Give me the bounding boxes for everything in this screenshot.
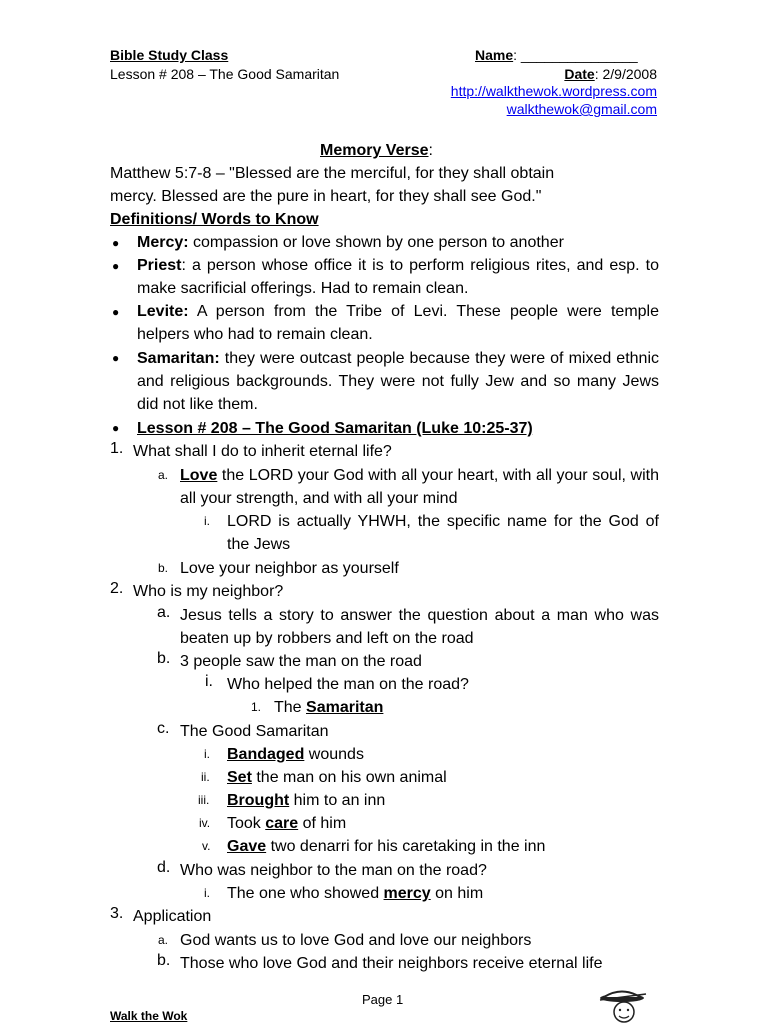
outline-marker: a. xyxy=(157,604,171,621)
answer-1a: Love the LORD your God with all your heart, with all your soul, with all your strength, and with all your mind xyxy=(180,467,659,507)
definition-mercy: Mercy: compassion or love shown by one person to another xyxy=(137,234,564,251)
bullet-icon: ● xyxy=(112,236,120,250)
answer-2b-i: Who helped the man on the road? xyxy=(227,676,469,693)
answer-2d-i: The one who showed mercy on him xyxy=(227,885,484,902)
answer-2a: Jesus tells a story to answer the question about a man who was beaten up by robbers and left on the road xyxy=(180,607,659,647)
outline-marker: 2. xyxy=(110,580,124,597)
answer-2b: 3 people saw the man on the road xyxy=(180,653,422,670)
page-number: Page 1 xyxy=(362,992,404,1007)
question-1: What shall I do to inherit eternal life? xyxy=(133,443,392,460)
samaritan-action: Bandaged wounds xyxy=(227,746,364,763)
samaritan-action: Took care of him xyxy=(227,815,347,832)
outline-marker: i. xyxy=(205,673,213,690)
samaritan-action: Set the man on his own animal xyxy=(227,769,447,786)
bullet-icon: ● xyxy=(112,259,120,273)
outline-marker: v. xyxy=(202,839,211,853)
answer-3b: Those who love God and their neighbors receive eternal life xyxy=(180,955,603,972)
definitions-heading: Definitions/ Words to Know xyxy=(110,211,319,228)
outline-marker: c. xyxy=(157,720,170,737)
email-link[interactable]: walkthewok@gmail.com xyxy=(506,101,657,117)
outline-marker: b. xyxy=(158,561,169,575)
question-3: Application xyxy=(133,908,212,925)
outline-marker: i. xyxy=(204,747,210,761)
outline-marker: b. xyxy=(157,650,171,667)
definition-levite: Levite: A person from the Tribe of Levi. These people were temple helpers who had to remain clean. xyxy=(137,303,659,343)
samaritan-action: Gave two denarri for his caretaking in the inn xyxy=(227,838,546,855)
definition-samaritan: Samaritan: they were outcast people because they were of mixed ethnic and religious backgrounds. They were not fully Jew and so many Jews did not like them. xyxy=(137,350,659,413)
outline-marker: i. xyxy=(204,514,210,528)
outline-marker: i. xyxy=(204,886,210,900)
answer-2c: The Good Samaritan xyxy=(180,723,329,740)
outline-marker: 1. xyxy=(110,440,124,457)
outline-marker: a. xyxy=(158,468,169,482)
samaritan-action: Brought him to an inn xyxy=(227,792,386,809)
question-2: Who is my neighbor? xyxy=(133,583,284,600)
outline-marker: d. xyxy=(157,859,171,876)
bullet-icon: ● xyxy=(112,421,120,435)
outline-marker: b. xyxy=(157,952,171,969)
blog-link[interactable]: http://walkthewok.wordpress.com xyxy=(450,83,657,99)
date-field: Date: 2/9/2008 xyxy=(564,66,657,82)
definition-priest: Priest: a person whose office it is to perform religious rites, and esp. to make sacrificial offerings. Had to remain clean. xyxy=(137,257,659,297)
wok-chef-icon xyxy=(598,988,650,1024)
answer-1b: Love your neighbor as yourself xyxy=(180,560,399,577)
outline-marker: 3. xyxy=(110,905,124,922)
outline-marker: iii. xyxy=(198,793,210,807)
bullet-icon: ● xyxy=(112,351,120,365)
memory-verse-heading: Memory Verse: xyxy=(320,142,433,159)
footer-brand: Walk the Wok xyxy=(110,1009,188,1023)
outline-marker: a. xyxy=(158,933,169,947)
lesson-bullet: Lesson # 208 – The Good Samaritan (Luke 10:25-37) xyxy=(137,420,533,437)
outline-marker: 1. xyxy=(251,700,262,714)
outline-marker: iv. xyxy=(199,816,211,830)
name-field: Name: _______________ xyxy=(475,47,638,63)
memory-verse-line-2: mercy. Blessed are the pure in heart, for they shall see God." xyxy=(110,188,542,205)
bullet-icon: ● xyxy=(112,305,120,319)
answer-2b-i-1: The Samaritan xyxy=(274,699,384,716)
answer-1a-i: LORD is actually YHWH, the specific name for the God of the Jews xyxy=(227,513,659,553)
answer-3a: God wants us to love God and love our neighbors xyxy=(180,932,532,949)
answer-2d: Who was neighbor to the man on the road? xyxy=(180,862,487,879)
memory-verse-line-1: Matthew 5:7-8 – "Blessed are the merciful, for they shall obtain xyxy=(110,165,555,182)
class-title: Bible Study Class xyxy=(110,47,229,63)
lesson-line: Lesson # 208 – The Good Samaritan xyxy=(110,66,340,82)
outline-marker: ii. xyxy=(201,770,210,784)
